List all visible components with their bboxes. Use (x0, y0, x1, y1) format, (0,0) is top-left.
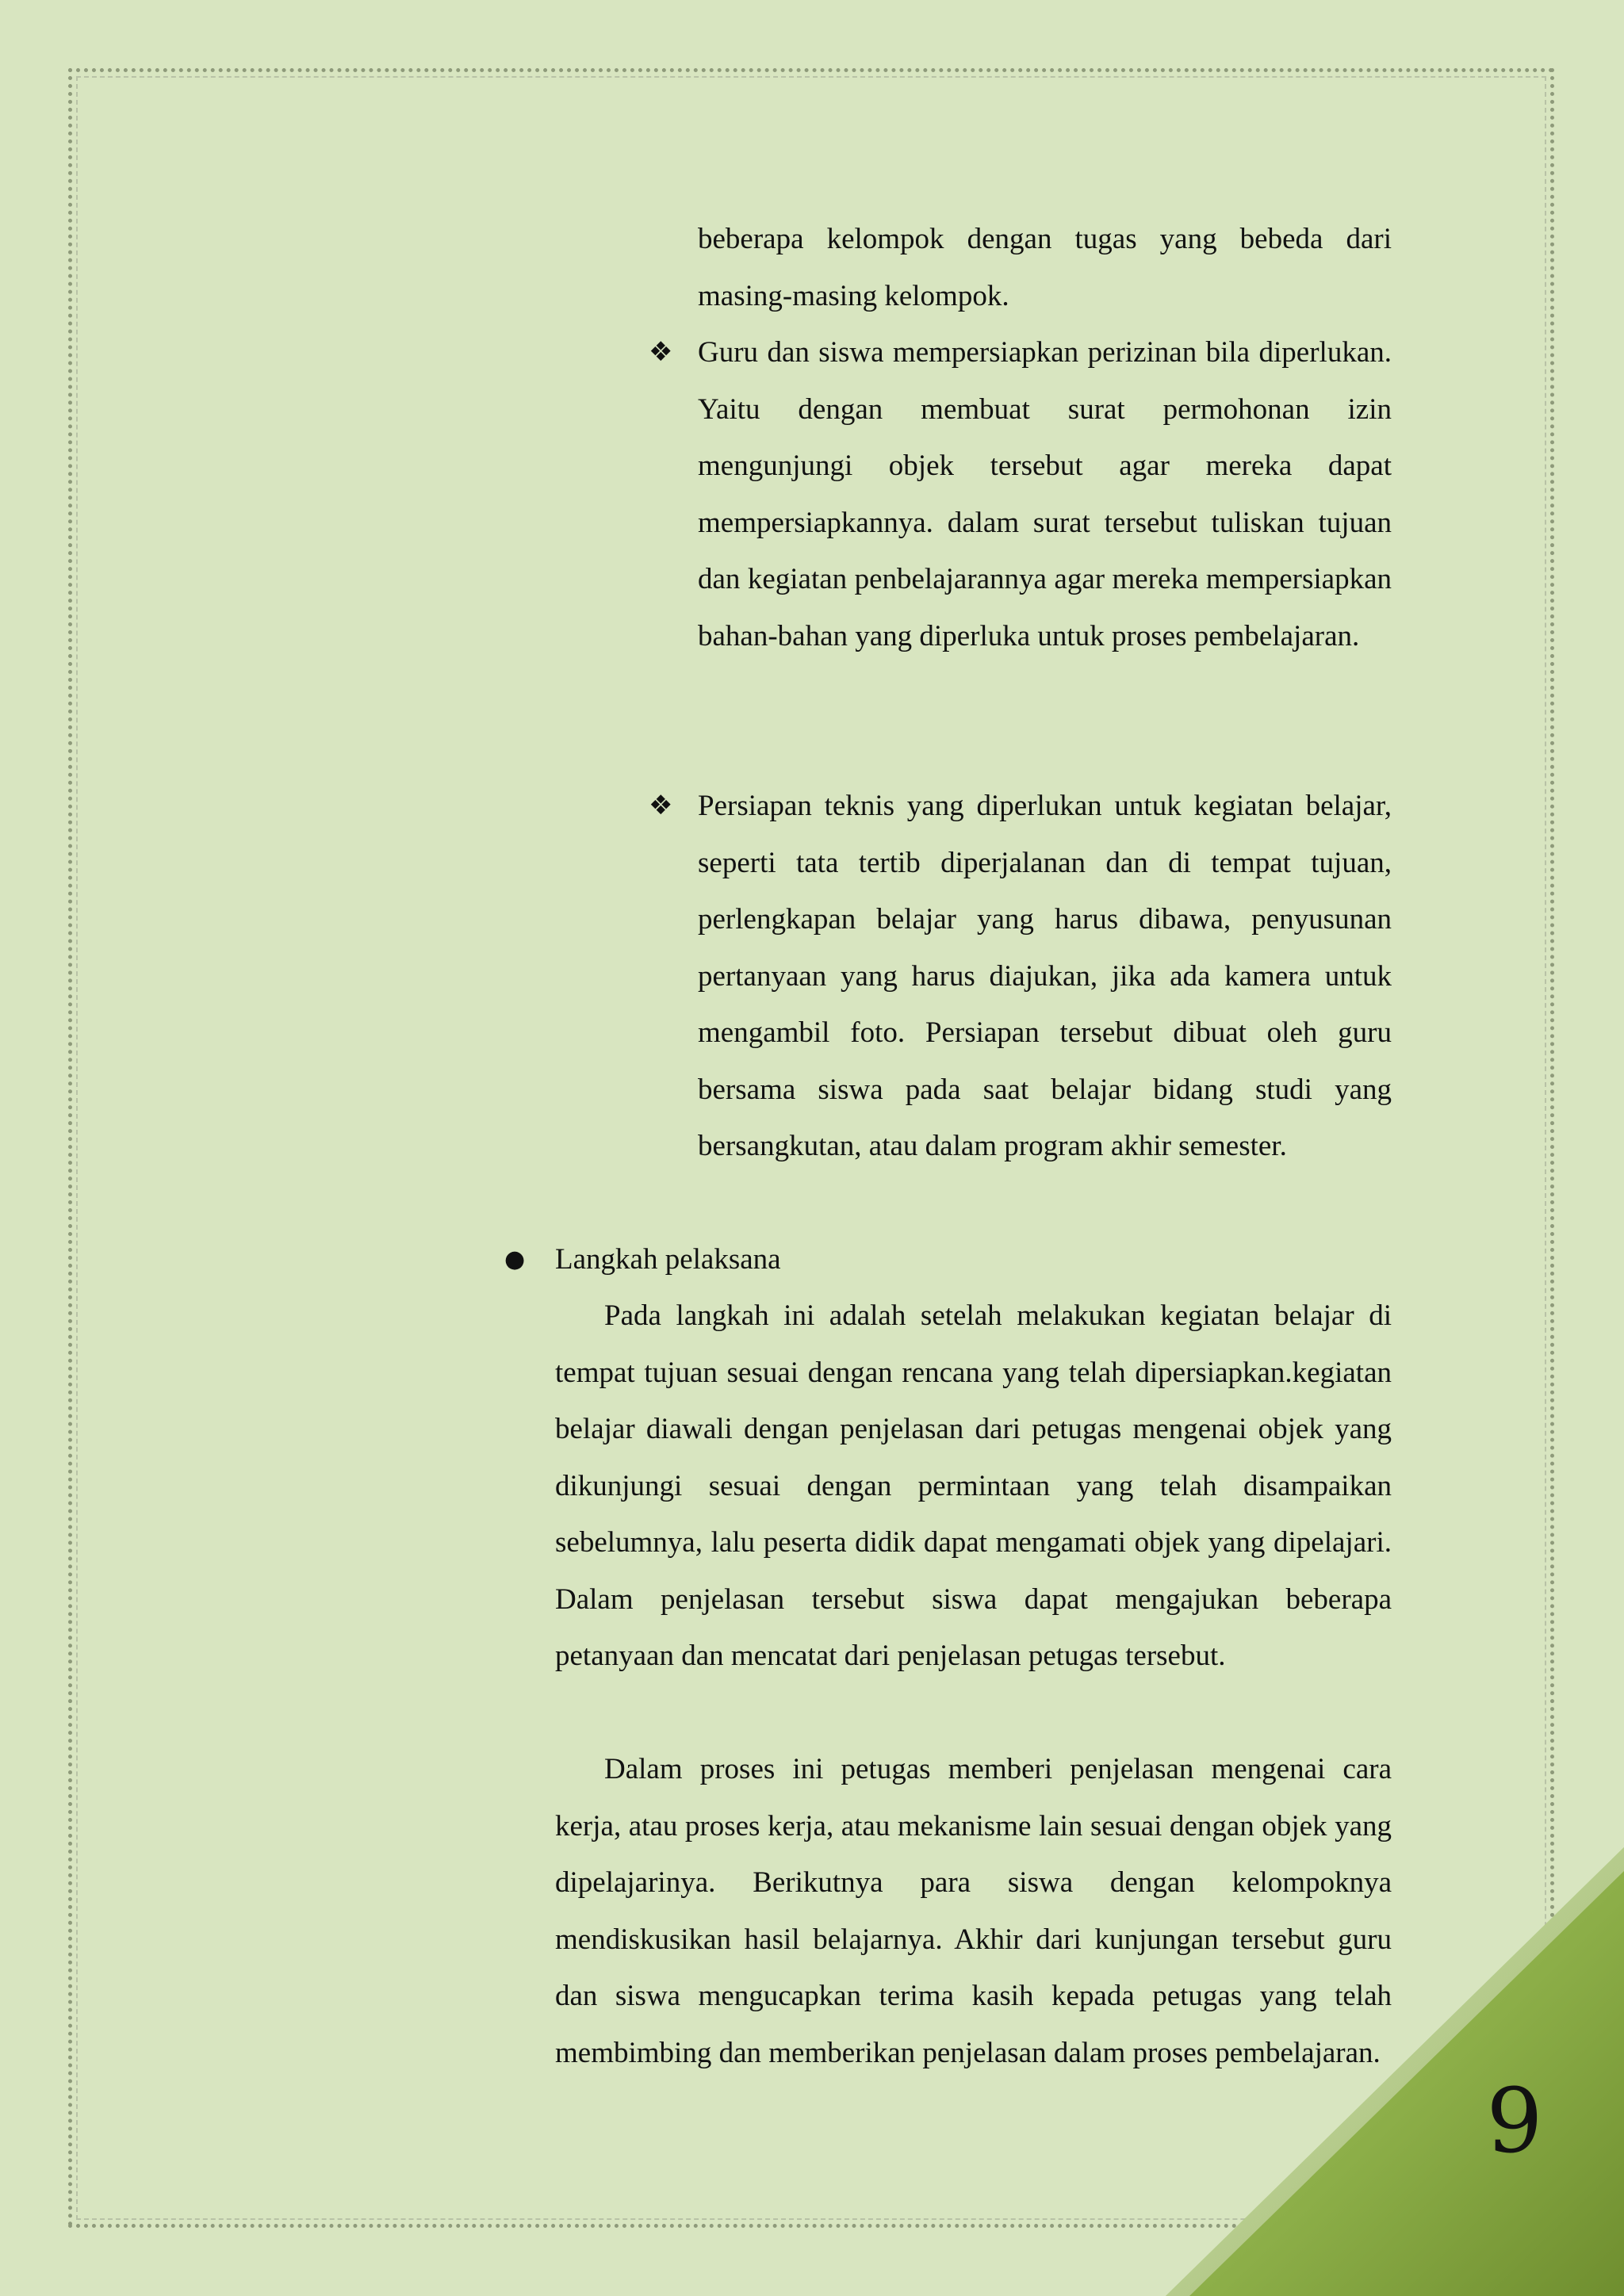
four-diamond-bullet-icon: ❖ (649, 790, 673, 821)
section-heading: Langkah pelaksana (555, 1243, 781, 1276)
round-bullet-icon: ● (504, 1246, 526, 1273)
paragraph-implementation-step: Pada langkah ini adalah setelah melakukan kegiatan belajar di tempat tujuan sesuai dengan rencana yang telah dipersiapkan.kegiatan belajar diawali dengan penjelasan dari petugas mengenai objek yang dikunjungi sesuai dengan permintaan yang telah disampaikan sebelumnya, lalu peserta didik dapat mengamati objek yang dipelajari. Dalam penjelasan tersebut siswa dapat mengajukan beberapa petanyaan dan mencatat dari penjelasan petugas tersebut. (555, 1299, 1392, 1672)
bullet-item-permission: Guru dan siswa mempersiapkan perizinan bila diperlukan. Yaitu dengan membuat surat permohonan izin mengunjungi objek tersebut agar mereka dapat mempersiapkannya. dalam surat tersebut tuliskan tujuan dan kegiatan penbelajarannya agar mereka mempersiapkan bahan-bahan yang diperluka untuk proses pembelajaran. (698, 336, 1392, 652)
page-number: 9 (1486, 2070, 1543, 2173)
paragraph-process-explanation: Dalam proses ini petugas memberi penjelasan mengenai cara kerja, atau proses kerja, atau mekanisme lain sesuai dengan objek yang dipelajarinya. Berikutnya para siswa dengan kelompoknya mendiskusikan hasil belajarnya. Akhir dari kunjungan tersebut guru dan siswa mengucapkan terima kasih kepada petugas yang telah membimbing dan memberikan penjelasan dalam proses pembelajaran. (555, 1753, 1392, 2069)
continued-list-text: beberapa kelompok dengan tugas yang bebeda dari masing-masing kelompok. (698, 223, 1392, 312)
four-diamond-bullet-icon: ❖ (649, 336, 673, 368)
bullet-item-technical-preparation: Persiapan teknis yang diperlukan untuk kegiatan belajar, seperti tata tertib diperjalanan dan di tempat tujuan, perlengkapan belajar yang harus dibawa, penyusunan pertanyaan yang harus diajukan, jika ada kamera untuk mengambil foto. Persiapan tersebut dibuat oleh guru bersama siswa pada saat belajar bidang studi yang bersangkutan, atau dalam program akhir semester. (698, 790, 1392, 1162)
